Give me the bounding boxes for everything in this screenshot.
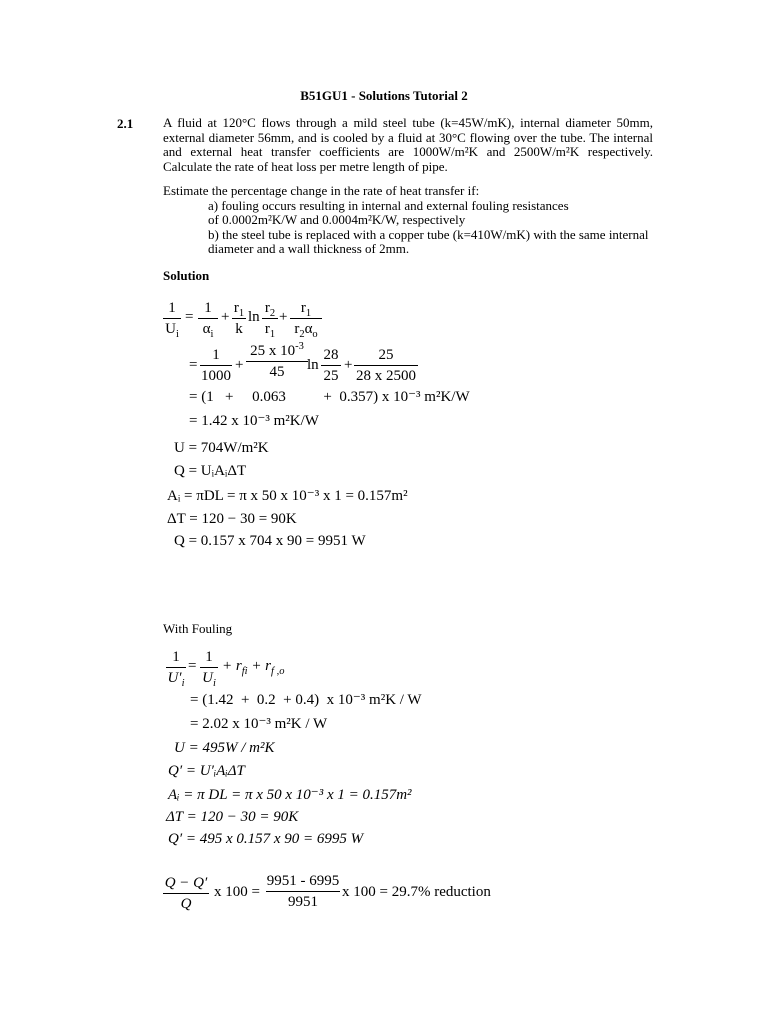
solution-equation-9: Q = 0.157 x 704 x 90 = 9951 W [174, 533, 366, 549]
estimate-item-a: a) fouling occurs resulting in internal and external fouling resistances [208, 198, 569, 213]
fouling-heading: With Fouling [163, 621, 233, 636]
solution-equation-6: Q = UᵢAᵢΔT [174, 463, 247, 479]
fraction-28-over-25: 28 25 [321, 347, 341, 384]
problem-line-2: external diameter 56mm, and is cooled by a fluid at 30°C flowing over the tube. The internal [163, 129, 653, 145]
solution-equation-5: U = 704W/m²K [174, 440, 269, 456]
fraction-25e-3-over-45: 25 x $10^{-3}$ 45 [246, 343, 308, 380]
solution-equation-7: Aᵢ = πDL = π x 50 x 10⁻³ x 1 = 0.157m² [167, 488, 408, 504]
fraction-1-over-ui: 1 $U_i$ [163, 300, 181, 337]
estimate-item-b-cont: diameter and a wall thickness of 2mm. [208, 241, 410, 256]
page-title: B51GU1 - Solutions Tutorial 2 [300, 88, 468, 103]
solution-equation-3: = (1 + 0.063 + 0.357) x 10⁻³ m²K/W [189, 389, 470, 405]
estimate-item-a-cont: of 0.0002m²K/W and 0.0004m²K/W, respectively [208, 212, 466, 227]
fraction-25-over-28x2500: 25 28 x 2500 [356, 347, 416, 384]
problem-line-1: A fluid at 120°C flows through a mild steel tube (k=45W/mK), internal diameter 50mm, [163, 115, 653, 130]
solution-equation-4: = 1.42 x 10⁻³ m²K/W [189, 413, 319, 429]
estimate-intro: Estimate the percentage change in the rate of heat transfer if: [163, 183, 480, 198]
fouling-equation-4: U = 495W / m²K [174, 740, 275, 756]
fraction-1-over-ui-fouling: 1 $U_i$ [200, 649, 218, 686]
fraction-r1-over-r2-alpha-o: $r_1$ $r_2\alpha_o$ [290, 300, 322, 337]
estimate-item-b: b) the steel tube is replaced with a copper tube (k=410W/mK) with the same internal [208, 227, 649, 242]
problem-line-4: Calculate the rate of heat loss per metre length of pipe. [163, 158, 448, 174]
fouling-equation-5: Q′ = U′ᵢAᵢΔT [168, 763, 245, 779]
fraction-r1-over-k: $r_1$ k [233, 300, 245, 337]
fraction-r2-over-r1: $r_2$ $r_1$ [262, 300, 278, 337]
fouling-equation-6: Aᵢ = π DL = π x 50 x 10⁻³ x 1 = 0.157m² [168, 787, 412, 803]
fraction-1-over-alpha-i: 1 $\alpha_i$ [198, 300, 218, 337]
fraction-9951-minus-6995-over-9951: 9951 - 6995 9951 [266, 873, 340, 910]
fraction-q-minus-qprime-over-q: Q − Q′ Q [164, 875, 208, 912]
fouling-equation-8: Q′ = 495 x 0.157 x 90 = 6995 W [168, 831, 364, 847]
fraction-1-over-ui-prime: 1 $U'_i$ [167, 649, 185, 689]
fouling-equation-7: ΔT = 120 − 30 = 90K [166, 809, 299, 825]
problem-text [163, 116, 653, 174]
problem-number: 2.1 [117, 116, 134, 131]
problem-line-3: and external heat transfer coefficients are 1000W/m²K and 2500W/m²K respectively. [163, 144, 653, 159]
fraction-1-over-1000: 1 1000 [201, 347, 231, 384]
solution-heading: Solution [163, 268, 210, 283]
solution-equation-8: ΔT = 120 − 30 = 90K [167, 511, 297, 527]
fouling-equation-3: = 2.02 x 10⁻³ m²K / W [190, 716, 328, 732]
fouling-equation-2: = (1.42 + 0.2 + 0.4) x 10⁻³ m²K / W [190, 692, 422, 708]
